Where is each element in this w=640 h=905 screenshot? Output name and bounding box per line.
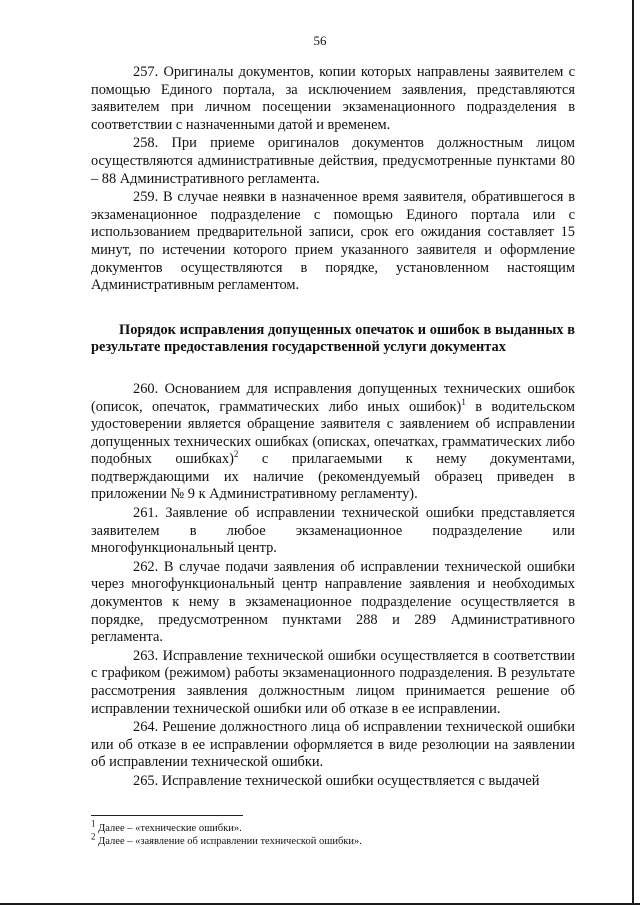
- paragraph-264: 264. Решение должностного лица об исправлении технической ошибки или об отказе в ее исправлении оформляется в виде резолюции на заявлении об исправлении технической ошибки.: [91, 719, 575, 771]
- paragraph-260-part-b: в водительском удостоверении является обращение заявителя с заявлением об исправлении допущенных технических ошибках (описках, опечатках, грамматических либо подобных ошибках): [91, 398, 575, 468]
- scan-border-right: [632, 0, 634, 905]
- paragraph-262: 262. В случае подачи заявления об исправлении технической ошибки через многофункциональный центр направление заявления и необходимых документов к нему в экзаменационное подразделение осуществляется в порядке, предусмотренном пунктами 288 и 289 Административного регламента.: [91, 558, 575, 646]
- page-number: 56: [313, 33, 327, 48]
- paragraph-265: 265. Исправление технической ошибки осуществляется с выдачей: [133, 772, 540, 789]
- paragraph-257: 257. Оригиналы документов, копии которых направлены заявителем с помощью Единого портала, за исключением заявления, представляются заявителем при личном посещении экзаменационного подразделения в соответствии с назначенными датой и временем.: [91, 64, 575, 133]
- footnote-1: [91, 818, 575, 835]
- footnote-2: [91, 831, 575, 848]
- document-body: [91, 64, 575, 791]
- paragraph-260-part-a: 260. Основанием для исправления допущенных технических ошибок (описок, опечаток, грамматических либо иных ошибок): [91, 380, 575, 415]
- footnote-ref-2: 2: [233, 449, 239, 460]
- footnote-separator: [91, 815, 243, 816]
- footnote-1-text: Далее – «технические ошибки».: [95, 823, 242, 834]
- paragraph-263: 263. Исправление технической ошибки осуществляется в соответствии с графиком (режимом) работы экзаменационного подразделения. В результате рассмотрения заявления должностным лицом принимается решение об исправлении технической ошибки или об отказе в ее исправлении.: [91, 647, 575, 717]
- footnote-2-text: Далее – «заявление об исправлении технической ошибки».: [95, 836, 362, 847]
- footnotes: [91, 815, 575, 848]
- paragraph-261: 261. Заявление об исправлении технической ошибки представляется заявителем в любое экзаменационное подразделение или многофункциональный центр.: [91, 505, 575, 557]
- paragraph-260: [91, 381, 575, 504]
- footnote-mark-2: 2: [91, 831, 96, 842]
- footnote-ref-1: 1: [461, 396, 466, 407]
- paragraph-260-part-c: с прилагаемыми к нему документами, подтверждающими их наличие (рекомендуемый образец приведен в приложении № 9 к Административному регламенту).: [91, 451, 575, 503]
- paragraph-258: 258. При приеме оригиналов документов должностным лицом осуществляются административные действия, предусмотренные пунктами 80 – 88 Административного регламента.: [91, 135, 575, 187]
- footnote-mark-1: 1: [91, 818, 96, 829]
- paragraph-259: 259. В случае неявки в назначенное время заявителя, обратившегося в экзаменационное подразделение с помощью Единого портала или с использованием предварительной записи, срок его ожидания составляет 15 минут, по истечении которого прием указанного заявителя и оформление документов осуществляются в порядке, установленном настоящим Административным регламентом.: [91, 189, 575, 294]
- section-heading: Порядок исправления допущенных опечаток и ошибок в выданных в результате предоставления государственной услуги документах: [91, 321, 575, 356]
